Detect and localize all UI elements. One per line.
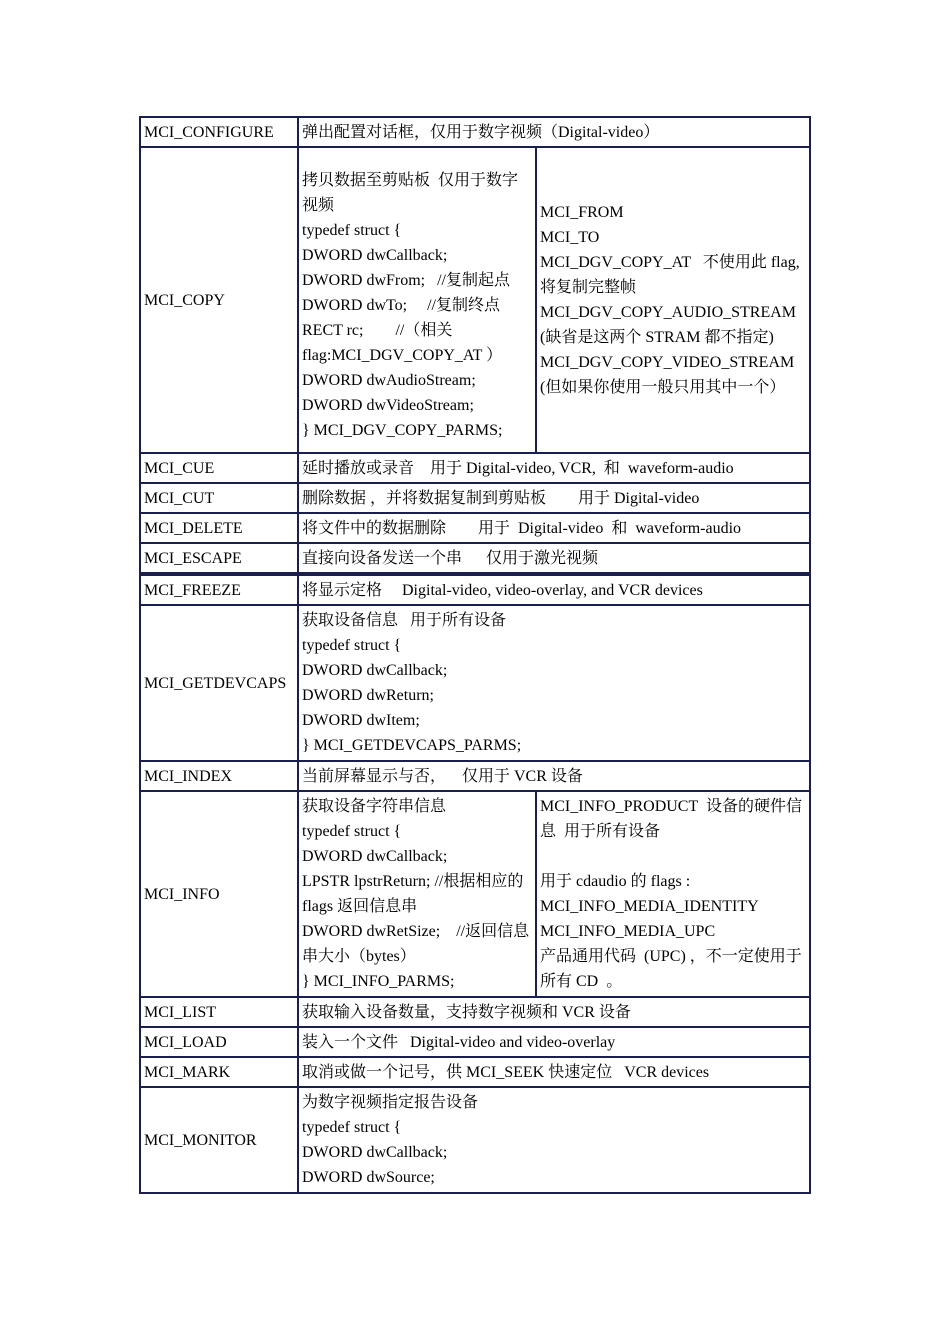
- table-row: [139, 454, 811, 484]
- cell-text-line: DWORD dwCallback;: [302, 1144, 448, 1161]
- cell-text-line: DWORD dwReturn;: [302, 687, 434, 704]
- cell-text-line: DWORD dwTo; //复制终点: [302, 297, 500, 314]
- cell-text-line: RECT rc; //（相关 flag:MCI_DGV_COPY_AT ）: [302, 322, 503, 364]
- description-cell: [299, 118, 809, 146]
- table-row: [139, 514, 811, 544]
- cell-text-line: 当前屏幕显示与否， 仅用于 VCR 设备: [302, 768, 583, 785]
- table-row: [139, 762, 811, 792]
- cell-text-line: 直接向设备发送一个串 仅用于激光视频: [302, 550, 599, 567]
- command-name-cell: MCI_COPY: [141, 148, 299, 452]
- description-cell: [299, 762, 809, 790]
- table-row: [139, 1028, 811, 1058]
- description-cell: [299, 1088, 809, 1192]
- cell-text-line: } MCI_INFO_PARMS;: [302, 973, 455, 990]
- cell-text-line: 获取设备字符串信息: [302, 798, 447, 815]
- cell-text-line: 产品通用代码 (UPC) ，不一定使用于所有 CD 。: [540, 948, 802, 990]
- cell-text-line: DWORD dwItem;: [302, 712, 420, 729]
- cell-text-line: MCI_DGV_COPY_AUDIO_STREAM (缺省是这两个 STRAM 都不指定): [540, 303, 801, 346]
- description-cell: [299, 576, 809, 604]
- cell-text-line: MCI_DGV_COPY_VIDEO_STREAM (但如果你使用一般只用其中一个）: [540, 353, 799, 396]
- table-row: [139, 116, 811, 148]
- command-name-cell: MCI_MONITOR: [141, 1088, 299, 1192]
- struct-cell: [299, 148, 537, 452]
- description-cell: [299, 514, 809, 542]
- description-cell: [299, 454, 809, 482]
- cell-text-line: DWORD dwCallback;: [302, 662, 448, 679]
- cell-text-line: 删除数据 ，并将数据复制到剪贴板 用于 Digital-video: [302, 490, 700, 507]
- cell-text-line: typedef struct {: [302, 222, 402, 239]
- description-cell: [299, 606, 809, 760]
- cell-text-line: DWORD dwFrom; //复制起点: [302, 272, 511, 289]
- cell-text-line: MCI_INFO_MEDIA_IDENTITY: [540, 898, 759, 915]
- command-name-cell: MCI_FREEZE: [141, 576, 299, 604]
- description-cell: [299, 1058, 809, 1086]
- command-name-cell: MCI_CUE: [141, 454, 299, 482]
- command-table: [139, 116, 811, 1194]
- cell-text-line: 将显示定格 Digital-video, video-overlay, and VCR devices: [302, 582, 703, 599]
- command-name-cell: MCI_GETDEVCAPS: [141, 606, 299, 760]
- cell-text-line: MCI_DGV_COPY_AT 不使用此 flag,将复制完整帧: [540, 253, 800, 296]
- cell-text-line: } MCI_DGV_COPY_PARMS;: [302, 422, 503, 439]
- cell-text-line: 用于 cdaudio 的 flags :: [540, 873, 691, 890]
- cell-text-line: 延时播放或录音 用于 Digital-video, VCR, 和 waveform-audio: [302, 460, 734, 477]
- cell-text-line: DWORD dwCallback;: [302, 247, 448, 264]
- cell-text-line: typedef struct {: [302, 637, 402, 654]
- description-cell: [299, 484, 809, 512]
- cell-text-line: 装入一个文件 Digital-video and video-overlay: [302, 1034, 616, 1051]
- table-row: [139, 148, 811, 454]
- command-name-cell: MCI_CONFIGURE: [141, 118, 299, 146]
- table-row: [139, 574, 811, 606]
- cell-text-line: typedef struct {: [302, 1119, 402, 1136]
- cell-text-line: [540, 844, 806, 869]
- command-name-cell: MCI_DELETE: [141, 514, 299, 542]
- cell-text-line: 拷贝数据至剪贴板 仅用于数字视频: [302, 172, 519, 214]
- table-row: [139, 1088, 811, 1194]
- cell-text-line: MCI_INFO_MEDIA_UPC: [540, 923, 716, 940]
- cell-text-line: DWORD dwVideoStream;: [302, 397, 474, 414]
- struct-cell: [299, 792, 537, 996]
- table-row: [139, 792, 811, 998]
- description-cell: [299, 1028, 809, 1056]
- cell-text-line: 弹出配置对话框，仅用于数字视频（Digital-video）: [302, 124, 660, 141]
- cell-text-line: DWORD dwAudioStream;: [302, 372, 476, 389]
- table-row: [139, 484, 811, 514]
- cell-text-line: DWORD dwRetSize; //返回信息串大小（bytes）: [302, 923, 530, 965]
- command-name-cell: MCI_LIST: [141, 998, 299, 1026]
- command-name-cell: MCI_ESCAPE: [141, 544, 299, 572]
- cell-text-line: 获取设备信息 用于所有设备: [302, 612, 507, 629]
- description-cell: [299, 998, 809, 1026]
- table-row: [139, 1058, 811, 1088]
- command-name-cell: MCI_INDEX: [141, 762, 299, 790]
- cell-text-line: 获取输入设备数量，支持数字视频和 VCR 设备: [302, 1004, 631, 1021]
- cell-text-line: typedef struct {: [302, 823, 402, 840]
- cell-text-line: LPSTR lpstrReturn; //根据相应的 flags 返回信息串: [302, 873, 528, 915]
- command-name-cell: MCI_LOAD: [141, 1028, 299, 1056]
- cell-text-line: DWORD dwSource;: [302, 1169, 435, 1186]
- table-row: [139, 544, 811, 574]
- cell-text-line: MCI_INFO_PRODUCT 设备的硬件信息 用于所有设备: [540, 798, 802, 840]
- cell-text-line: DWORD dwCallback;: [302, 848, 448, 865]
- cell-text-line: } MCI_GETDEVCAPS_PARMS;: [302, 737, 522, 754]
- cell-text-line: MCI_TO: [540, 228, 600, 246]
- cell-text-line: 为数字视频指定报告设备: [302, 1094, 479, 1111]
- command-name-cell: MCI_CUT: [141, 484, 299, 512]
- cell-text-line: MCI_FROM: [540, 203, 624, 221]
- description-cell: [299, 544, 809, 572]
- cell-text-line: 将文件中的数据删除 用于 Digital-video 和 waveform-audio: [302, 520, 742, 537]
- command-name-cell: MCI_INFO: [141, 792, 299, 996]
- command-name-cell: MCI_MARK: [141, 1058, 299, 1086]
- table-row: [139, 606, 811, 762]
- cell-text-line: 取消或做一个记号，供 MCI_SEEK 快速定位 VCR devices: [302, 1064, 710, 1081]
- flags-cell: [537, 148, 809, 452]
- table-row: [139, 998, 811, 1028]
- flags-cell: [537, 792, 809, 996]
